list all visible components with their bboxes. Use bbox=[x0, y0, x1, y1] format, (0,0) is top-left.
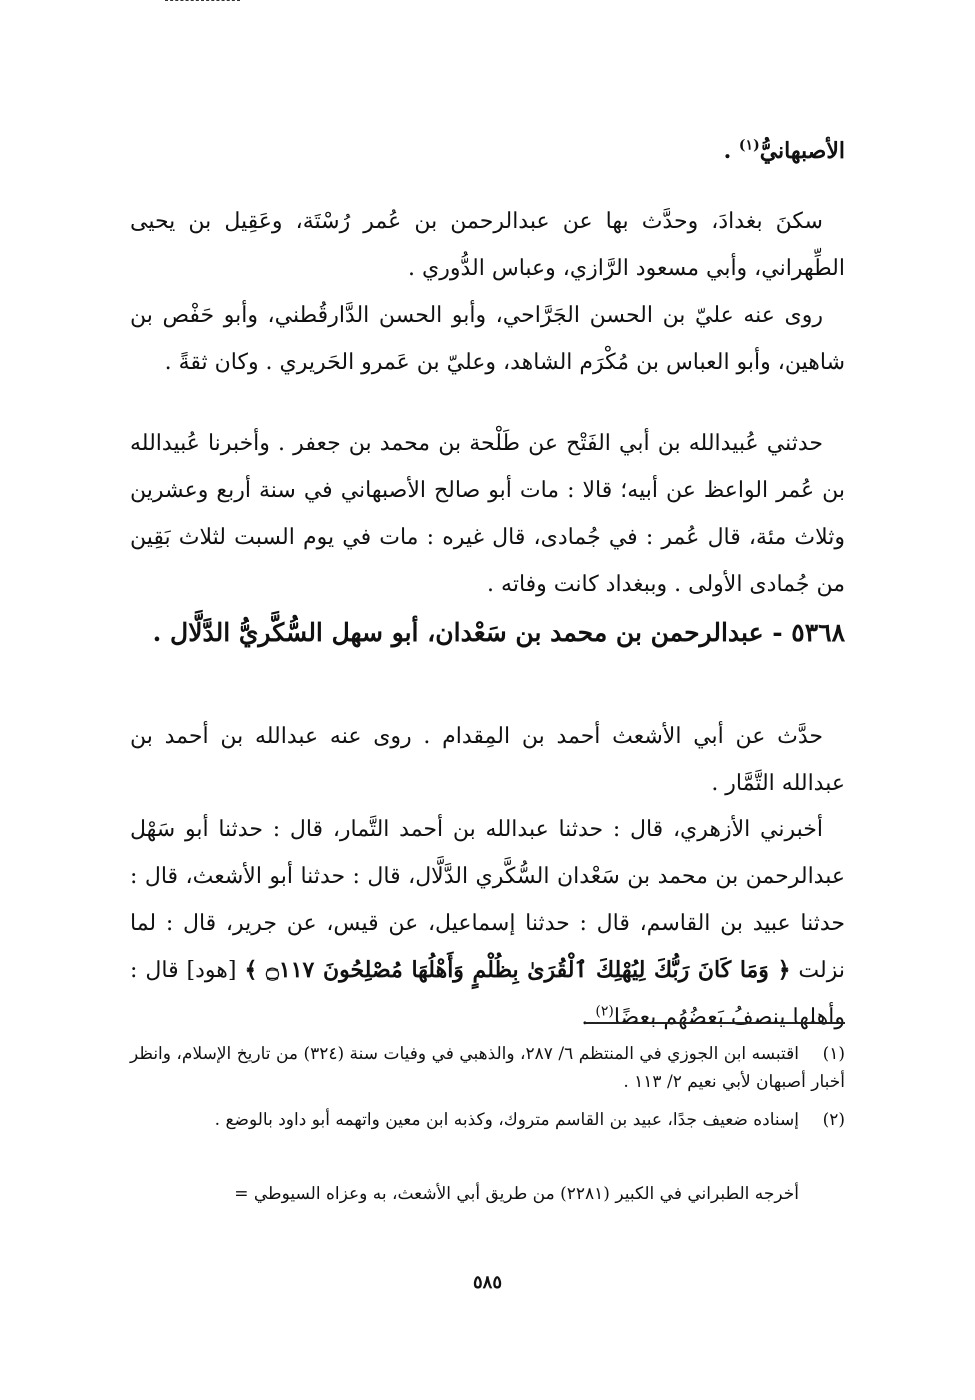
footnote-2 bbox=[130, 1106, 845, 1134]
footnote-continuation: أخرجه الطبراني في الكبير (٢٢٨١) من طريق أبي الأشعث، به وعزاه السيوطي = bbox=[234, 1184, 799, 1204]
footnote-number: (٢) bbox=[822, 1110, 845, 1130]
name-text: الأصبهانيُّ bbox=[759, 138, 845, 164]
quran-verse: ﴿ وَمَا كَانَ رَبُّكَ لِيُهْلِكَ ٱلْقُرَىٰ بِظُلْمٍ وَأَهْلُهَا مُصْلِحُونَ ۝١١٧ ﴾ bbox=[244, 957, 791, 983]
paragraph-residence: سكنَ بغدادَ، وحدَّث بها عن عبدالرحمن بن عُمر رُسْتَة، وعَقِيل بن يحيى الطِّهراني، وأبي مسعود الرَّازي، وعباس الدُّوري . bbox=[130, 209, 845, 281]
footnote-1 bbox=[130, 1040, 845, 1096]
footnote-ref-2: (٢) bbox=[595, 1003, 614, 1020]
page-number: ٥٨٥ bbox=[472, 1272, 502, 1293]
paragraph-narrators: روى عنه عليّ بن الحسن الجَرَّاحي، وأبو الحسن الدَّارقُطني، وأبو حَفْص بن شاهين، وأبو العباس بن مُكْرَم الشاهد، وعليّ بن عَمرو الحَريري . وكان ثقةً . bbox=[130, 303, 845, 375]
punctuation: . bbox=[723, 138, 739, 164]
footnote-text: اقتبسه ابن الجوزي في المنتظم ٦/ ٢٨٧، والذهبي في وفيات سنة (٣٢٤) من تاريخ الإسلام، وانظر أخبار أصبهان لأبي نعيم ٢/ ١١٣ . bbox=[130, 1044, 845, 1092]
paragraph-entry-intro: حدَّث عن أبي الأشعث أحمد بن المِقدام . روى عنه عبدالله بن أحمد بن عبدالله التَّمَّار . bbox=[130, 724, 845, 796]
punctuation: . bbox=[581, 1005, 596, 1030]
hadith-text: [هود] قال : وأهلها ينصفُ بَعضُهُم بعضًا bbox=[130, 958, 845, 1030]
footnote-text: إسناده ضعيف جدًا، عبيد بن القاسم متروك، وكذبه ابن معين واتهمه أبو داود بالوضع . bbox=[214, 1110, 799, 1130]
footnote-separator bbox=[585, 1022, 845, 1024]
hadith-chain: أخبرني الأزهري، قال : حدثنا عبدالله بن أحمد التَّمار، قال : حدثنا أبو سَهْل عبدالرحمن بن محمد بن سَعْدان السُّكَّري الدَّلَّال، قال : حدثنا أبو الأشعث، قال : حدثنا عبيد بن القاسم، قال : حدثنا إسماعيل، عن قيس، عن جرير، قال : لما نزلت bbox=[130, 817, 846, 983]
document-page bbox=[130, 0, 845, 1400]
entry-heading: ٥٣٦٨ - عبدالرحمن بن محمد بن سَعْدان، أبو سهل السُّكَّريُّ الدَّلَّال . bbox=[152, 618, 845, 647]
paragraph-hadith bbox=[130, 806, 845, 1041]
footnote-number: (١) bbox=[822, 1044, 845, 1064]
paragraph-death: حدثني عُبيدالله بن أبي الفَتْح عن طَلْحة بن محمد بن جعفر . وأخبرنا عُبيدالله بن عُمر الواعظ عن أبيه؛ قالا : مات أبو صالح الأصبهاني في سنة أربع وعشرين وثلاث مئة، قال عُمر : في جُمادى، قال غيره : مات في يوم السبت لثلاث بَقِين من جُمادى الأولى . وببغداد كانت وفاته . bbox=[130, 431, 845, 597]
footnote-ref-1: (١) bbox=[738, 137, 760, 154]
paragraph-name-end bbox=[130, 128, 845, 175]
